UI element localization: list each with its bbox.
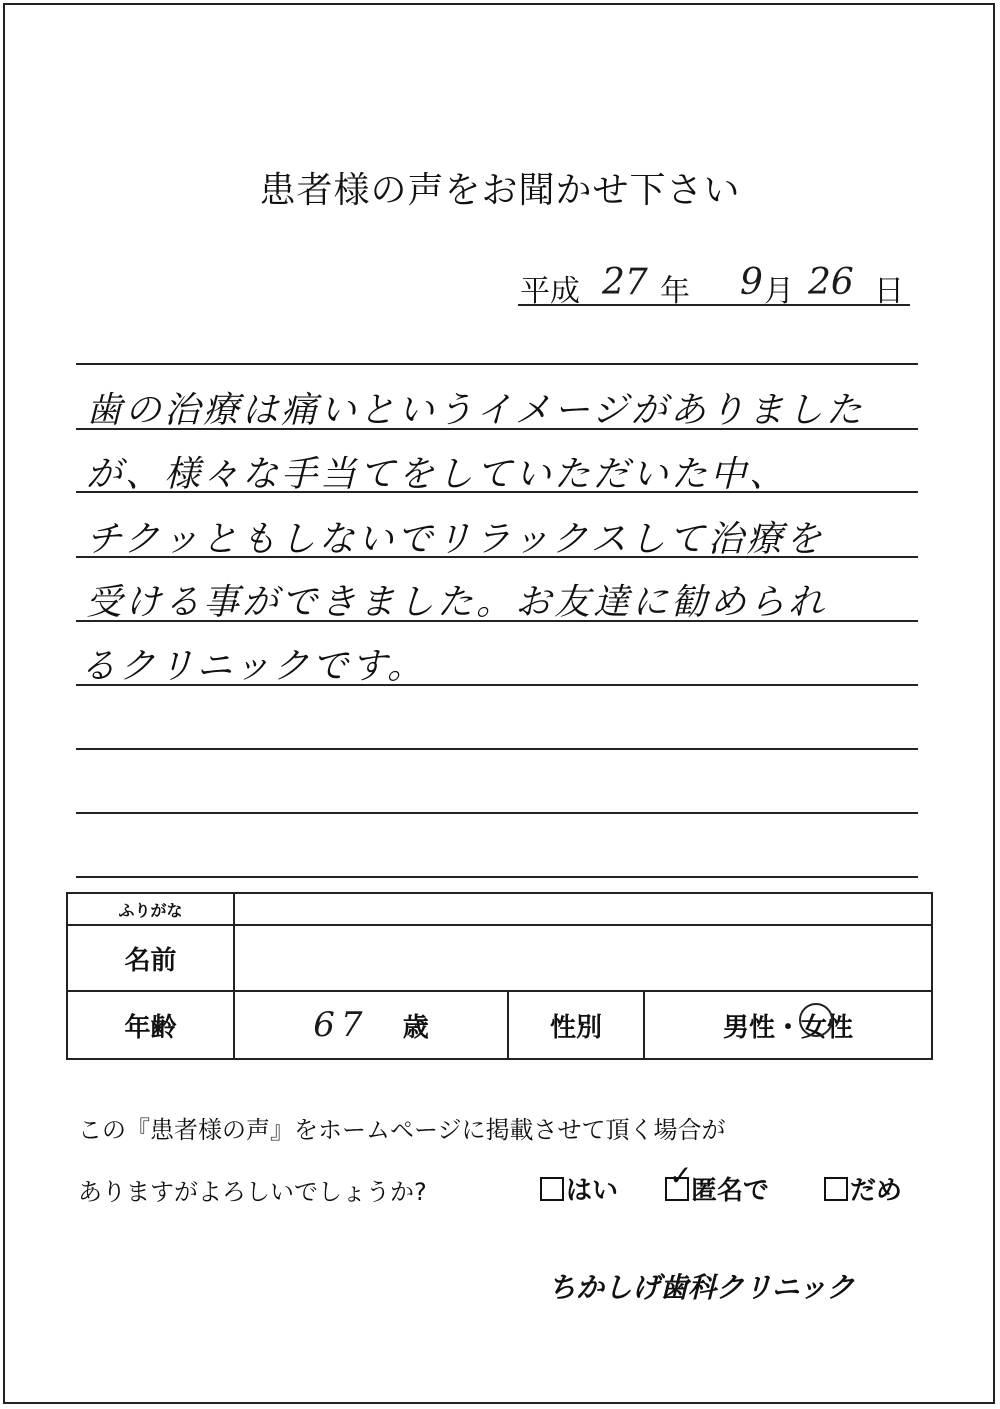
date-month-unit: 月 bbox=[764, 274, 794, 309]
gender-field[interactable] bbox=[644, 991, 932, 1059]
age-field[interactable] bbox=[234, 991, 508, 1059]
comment-line-1: 歯の治療は痛いというイメージがありました bbox=[86, 390, 865, 431]
date-year-unit: 年 bbox=[660, 274, 690, 309]
date-day-value: 26 bbox=[808, 262, 854, 303]
age-label: 年齢 bbox=[67, 991, 234, 1059]
comment-line-3: チクッともしないでリラックスして治療を bbox=[86, 519, 825, 560]
form-title: 患者様の声をお聞かせ下さい bbox=[259, 170, 741, 211]
age-unit: 歳 bbox=[402, 1013, 429, 1043]
checkbox-no[interactable] bbox=[824, 1177, 848, 1201]
consent-option-no[interactable]: だめ bbox=[824, 1170, 902, 1207]
gender-option-female[interactable]: 女性 bbox=[801, 1013, 853, 1043]
ruled-line bbox=[76, 748, 918, 750]
consent-text-line-2: ありますがよろしいでしょうか? bbox=[78, 1178, 427, 1206]
furigana-label: ふりがな bbox=[67, 893, 234, 925]
consent-text-line-1: この『患者様の声』をホームページに掲載させて頂く場合が bbox=[78, 1116, 726, 1144]
age-value: 67 bbox=[313, 1005, 369, 1045]
ruled-line bbox=[76, 363, 918, 365]
name-field[interactable] bbox=[234, 925, 932, 991]
gender-label: 性別 bbox=[508, 991, 644, 1059]
date-year-value: 27 bbox=[602, 262, 648, 303]
date-month-value: 9 bbox=[740, 262, 763, 303]
furigana-field[interactable] bbox=[234, 893, 932, 925]
check-mark-icon: ✓ bbox=[669, 1159, 693, 1192]
gender-separator: ・ bbox=[774, 1012, 801, 1043]
gender-option-male[interactable]: 男性 bbox=[722, 1012, 775, 1043]
checkbox-yes[interactable] bbox=[540, 1177, 564, 1201]
name-label: 名前 bbox=[67, 925, 234, 991]
date-era: 平成 bbox=[520, 274, 580, 309]
date-field bbox=[518, 262, 910, 309]
clinic-name: ちかしげ歯科クリニック bbox=[548, 1271, 855, 1304]
consent-option-yes[interactable]: はい bbox=[540, 1170, 618, 1207]
comment-line-5: るクリニックです。 bbox=[80, 646, 426, 687]
ruled-line bbox=[76, 876, 918, 878]
ruled-line bbox=[76, 812, 918, 814]
selection-circle bbox=[799, 1003, 833, 1037]
comment-line-4: 受ける事ができました。お友達に勧められ bbox=[86, 582, 828, 623]
date-day-unit: 日 bbox=[874, 274, 904, 309]
comment-line-2: が、様々な手当てをしていただいた中、 bbox=[86, 454, 789, 495]
checkbox-anonymous[interactable] bbox=[665, 1159, 693, 1201]
patient-info-table bbox=[66, 892, 933, 1060]
consent-option-anonymous[interactable]: ✓ 匿名で bbox=[665, 1170, 769, 1207]
